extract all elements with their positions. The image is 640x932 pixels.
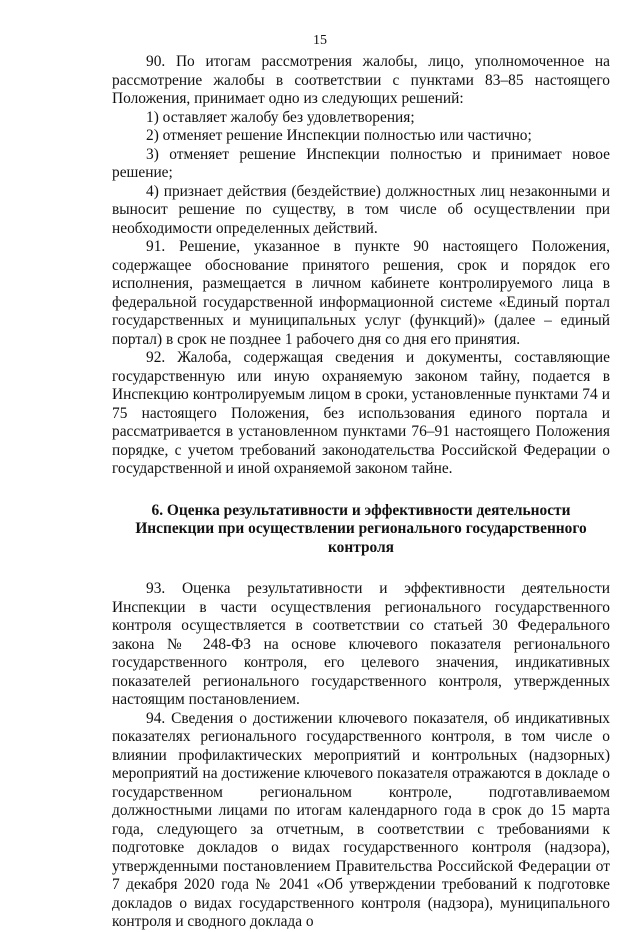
paragraph-93: 93. Оценка результативности и эффективности деятельности Инспекции в части осуществления регионального государственного контроля осуществляется в соответствии со статьей 30 Федерального закона № 248-ФЗ на основе ключевого показателя регионального государственного контроля, его целевого значения, индикативных показателей регионального государственного контроля, утвержденных настоящим постановлением. (112, 580, 610, 708)
paragraph-90: 90. По итогам рассмотрения жалобы, лицо, уполномоченное на рассмотрение жалобы в соответствии с пунктами 83–85 настоящего Положения, принимает одно из следующих решений: (112, 53, 610, 107)
section-heading (112, 502, 610, 558)
page-number: 15 (313, 33, 327, 48)
list-item-4: 4) признает действия (бездействие) должностных лиц незаконными и выносит решение по существу, в том числе об осуществлении при необходимости определенных действий. (112, 182, 610, 237)
paragraph-94: 94. Сведения о достижении ключевого показателя, об индикативных показателях регионального государственного контроля, в том числе о влиянии профилактических мероприятий и контрольных (надзорных) мероприятий на достижение ключевого показателя отражаются в докладе о государственном региональном контроле, подготавливаемом должностными лицами по итогам календарного года в срок до 15 марта года, следующего за отчетным, в соответствии с требованиями к подготовке докладов о видах государственного контроля (надзора), утвержденными постановлением Правительства Российской Федерации от 7 декабря 2020 года № 2041 «Об утверждении требований к подготовке докладов о видах государственного контроля (надзора), муниципального контроля и сводного доклада о (112, 709, 610, 930)
section-heading-line: 6. Оценка результативности и эффективности деятельности (151, 501, 571, 519)
section-heading-line: Инспекции при осуществлении регионального государственного (135, 520, 587, 537)
document-body (112, 53, 610, 932)
section-heading-line: контроля (328, 538, 394, 556)
list-item-2: 2) отменяет решение Инспекции полностью или частично; (146, 127, 532, 144)
list-item-3: 3) отменяет решение Инспекции полностью и принимает новое решение; (112, 145, 610, 181)
paragraph-91: 91. Решение, указанное в пункте 90 настоящего Положения, содержащее обоснование принятого решения, срок и порядок его исполнения, размещается в личном кабинете контролируемого лица в федеральной государственной информационной системе «Единый портал государственных и муниципальных услуг (функций)» (далее – единый портал) в срок не позднее 1 рабочего дня со дня его принятия. (112, 238, 610, 348)
paragraph-92: 92. Жалоба, содержащая сведения и документы, составляющие государственную или иную охраняемую законом тайну, подается в Инспекцию контролируемым лицом в сроки, установленные пунктами 74 и 75 настоящего Положения, без использования единого портала и рассматривается в установленном пунктами 76–91 настоящего Положения порядке, с учетом требований законодательства Российской Федерации о государственной и иной охраняемой законом тайне. (112, 349, 610, 477)
list-item-1: 1) оставляет жалобу без удовлетворения; (146, 108, 415, 126)
